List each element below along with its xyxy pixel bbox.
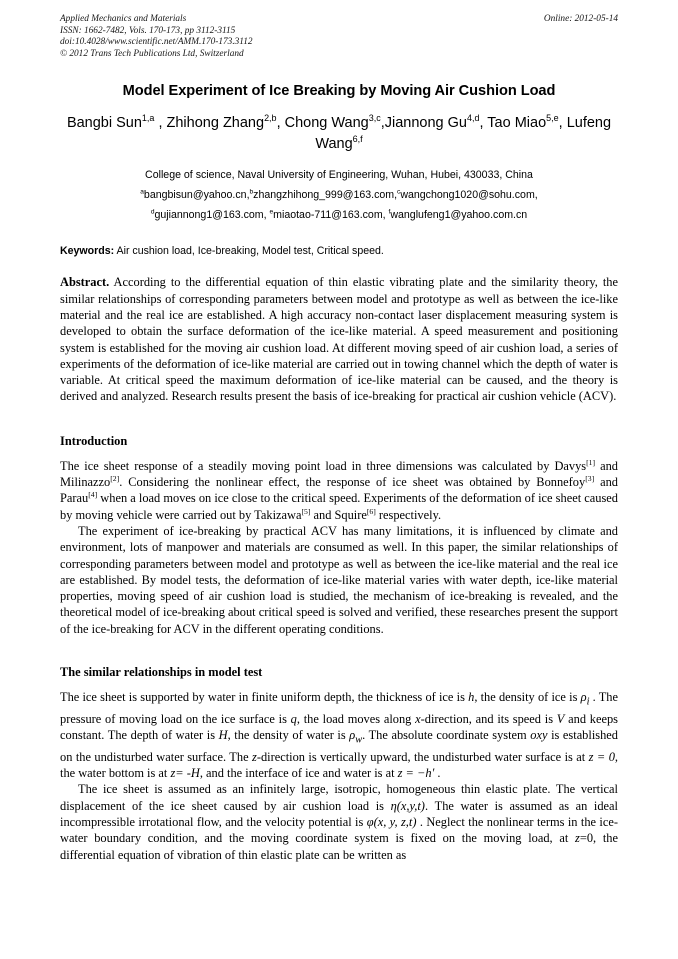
intro-text-2: and Milinazzo [60,458,618,490]
introduction-paragraph-2: The experiment of ice-breaking by practical ACV has many limitations, it is influenced by climate and environment, lots of manpower and materials are consumed as well. In this paper, the similar relationships of corresponding parameters between model and prototype as well as between the ice-like material and the real ice are established. By model tests, the deformation of ice-like material varies with water depth, ice-like material properties, moving speed of air cushion load is studied, the mechanism of ice-breaking is revealed, and the theoretical model of ice-breaking about critical speed is solved and verified, these researches present the support of the ice-breaking for ACV in the different operating conditions. [60,523,618,636]
author-affil-marker: 5,e [546,113,559,124]
text-run: , the load moves along [296,711,416,726]
author-name: Jiannong Gu [384,115,467,132]
email-marker: b [249,188,254,196]
page-content [60,14,618,863]
author-separator: , [380,115,385,132]
text-run: . The pressure of moving load on the ice surface is [60,690,618,726]
author-separator: , [276,115,285,132]
email-line [60,206,618,226]
author-affil-marker: 6,f [352,134,363,145]
email-address[interactable]: bangbisun@yahoo.cn, [143,189,250,202]
abstract-paragraph [60,274,618,404]
author-separator: , [479,115,488,132]
author-name: Bangbi Sun [66,115,142,132]
text-run: and keeps constant. The depth of water is [60,711,619,743]
citation-ref[interactable]: [6] [366,506,376,516]
author-entry [167,115,285,131]
math-function-phi: φ(x, y, z,t) [366,815,417,830]
author-separator: , [558,115,567,132]
text-run: =0, the differential equation of vibration of thin elastic plate can be written as [60,831,618,862]
intro-text-1: The ice sheet response of a steadily moving point load in three dimensions was calculated by Davys [60,458,587,473]
citation-ref[interactable]: [3] [585,473,595,483]
math-symbol-x: x [415,711,421,726]
affiliation: College of science, Naval University of Engineering, Wuhan, Hubei, 430033, China [145,169,533,182]
text-run: -direction is vertically upward, the undisturbed water surface is at [256,749,589,764]
copyright-line: © 2012 Trans Tech Publications Ltd, Switzerland [60,48,244,59]
text-run: -direction, and its speed is [420,711,557,726]
keywords-value: Air cushion load, Ice-breaking, Model test, Critical speed. [114,245,384,258]
math-rho: ρ [349,728,356,743]
email-marker: a [140,188,144,196]
email-address[interactable]: zhangzhihong_999@163.com, [253,189,398,202]
author-affil-marker: 4,d [467,113,480,124]
section-heading-similar-relationships: The similar relationships in model test [60,665,263,680]
math-coordinate-system-oxy: oxy [530,728,548,743]
math-equation-z-zero: z = 0 [588,749,615,764]
math-symbol-rho-water [349,728,363,746]
author-name: Chong Wang [284,115,369,132]
keywords-line [60,244,618,258]
intro-text-3: . Considering the nonlinear effect, the response of ice sheet was obtained by Bonnefoy [119,475,586,490]
math-symbol-V: V [556,711,565,726]
email-address[interactable]: miaotao-711@163.com, [273,208,389,221]
email-address[interactable]: gujiannong1@163.com, [154,208,270,221]
online-date: Online: 2012-05-14 [543,14,618,24]
author-affil-marker: 3,c [368,113,381,124]
math-equation-z-minus-H: z= -H [170,766,200,781]
intro-text-5: when a load moves on ice close to the critical speed. Experiments of the deformation of ice sheet caused by moving vehicle were carried out by Takizawa [60,491,618,522]
math-symbol-H: H [218,728,228,743]
author-emails [60,186,618,225]
text-run: is established on the undisturbed water surface. The [60,728,618,764]
similar-paragraph-2 [60,781,618,862]
author-list [60,113,618,155]
citation-ref[interactable]: [2] [110,473,120,483]
text-run: . [434,766,441,781]
abstract-text: According to the differential equation of thin elastic vibrating plate and the similarity theory, the similar relationships of corresponding parameters between model and prototype as well as between the ice-like material and the real ice are established. A high accuracy non-contact laser displacement measuring system is developed to obtain the surface deformation of the ice-like material. A speed measurement and positioning system is established for the moving air cushion load. At different moving speed of air cushion load, a series of experiments of the deformation of ice-like material are carried out in towing channel which the depth of water is variable. At critical speed the maximum deformation of ice-like material can be caused, and the theory is derived and analyzed. Research results present the basis of ice-breaking for practical air cushion vehicle (ACV). [60,275,618,404]
math-symbol-z: z [575,831,580,846]
section-heading-introduction: Introduction [60,433,128,448]
author-entry [487,115,566,131]
text-run: The ice sheet is supported by water in finite uniform depth, the thickness of ice is [60,690,469,705]
text-run: The ice sheet is assumed as an infinitely large, isotropic, homogeneous thin elastic plate. The vertical displacement of the ice sheet caused by air cushion load is [60,782,618,813]
author-name: Lufeng Wang [315,115,612,153]
similar-paragraph-1 [60,689,618,781]
email-address[interactable]: wanglufeng1@yahoo.com.cn [390,208,528,221]
math-symbol-z: z [252,749,257,764]
author-affil-marker: 1,a [141,113,155,124]
author-entry [385,115,488,131]
email-marker: f [388,208,391,216]
doi-line: doi:10.4028/www.scientific.net/AMM.170-173.3112 [60,37,253,48]
intro-text-6: and Squire [310,507,367,522]
author-entry [67,115,167,131]
author-entry [285,115,385,131]
math-symbol-h: h [468,690,475,705]
math-subscript-i: i [586,696,590,708]
introduction-paragraph-1 [60,458,618,523]
journal-name: Applied Mechanics and Materials [60,14,187,24]
author-name: Zhihong Zhang [166,115,265,132]
math-symbol-q: q [290,711,297,726]
text-run: , the density of ice is [474,690,581,705]
math-function-eta: η(x,y,t) [390,798,425,813]
citation-ref[interactable]: [1] [586,457,596,467]
journal-header [60,14,618,60]
text-run: , the density of water is [227,728,350,743]
abstract-label: Abstract. [60,275,110,290]
text-run: . Neglect the nonlinear terms in the ice-water boundary condition, and the moving coordinate system is fixed on the moving load, at [60,815,618,846]
email-marker: c [397,188,401,196]
intro-text-4: and Parau [60,475,618,506]
text-run: . The water is assumed as an ideal incompressible irrotational flow, and the velocity potential is [60,798,618,830]
citation-ref[interactable]: [4] [88,490,98,500]
issn-line: ISSN: 1662-7482, Vols. 170-173, pp 3112-3115 [60,25,236,36]
text-run: , and the interface of ice and water is at [199,766,398,781]
intro-text-7: respectively. [375,507,442,522]
page-title: Model Experiment of Ice Breaking by Moving Air Cushion Load [122,83,556,100]
math-equation-z-minus-h-prime: z = −h′ [397,766,435,781]
text-run: , the water bottom is at [60,749,619,781]
email-marker: e [269,208,274,216]
math-rho: ρ [580,690,587,705]
citation-ref[interactable]: [5] [301,506,311,516]
keywords-label: Keywords: [60,245,115,258]
email-marker: d [150,208,155,216]
journal-header-top-row [60,14,618,26]
text-run: . The absolute coordinate system [362,728,531,743]
author-separator: , [154,115,167,132]
email-address[interactable]: wangchong1020@sohu.com, [400,189,538,202]
author-affil-marker: 2,b [264,113,277,124]
author-name: Tao Miao [487,115,547,132]
email-line [60,186,618,206]
math-subscript-w: w [355,734,363,746]
